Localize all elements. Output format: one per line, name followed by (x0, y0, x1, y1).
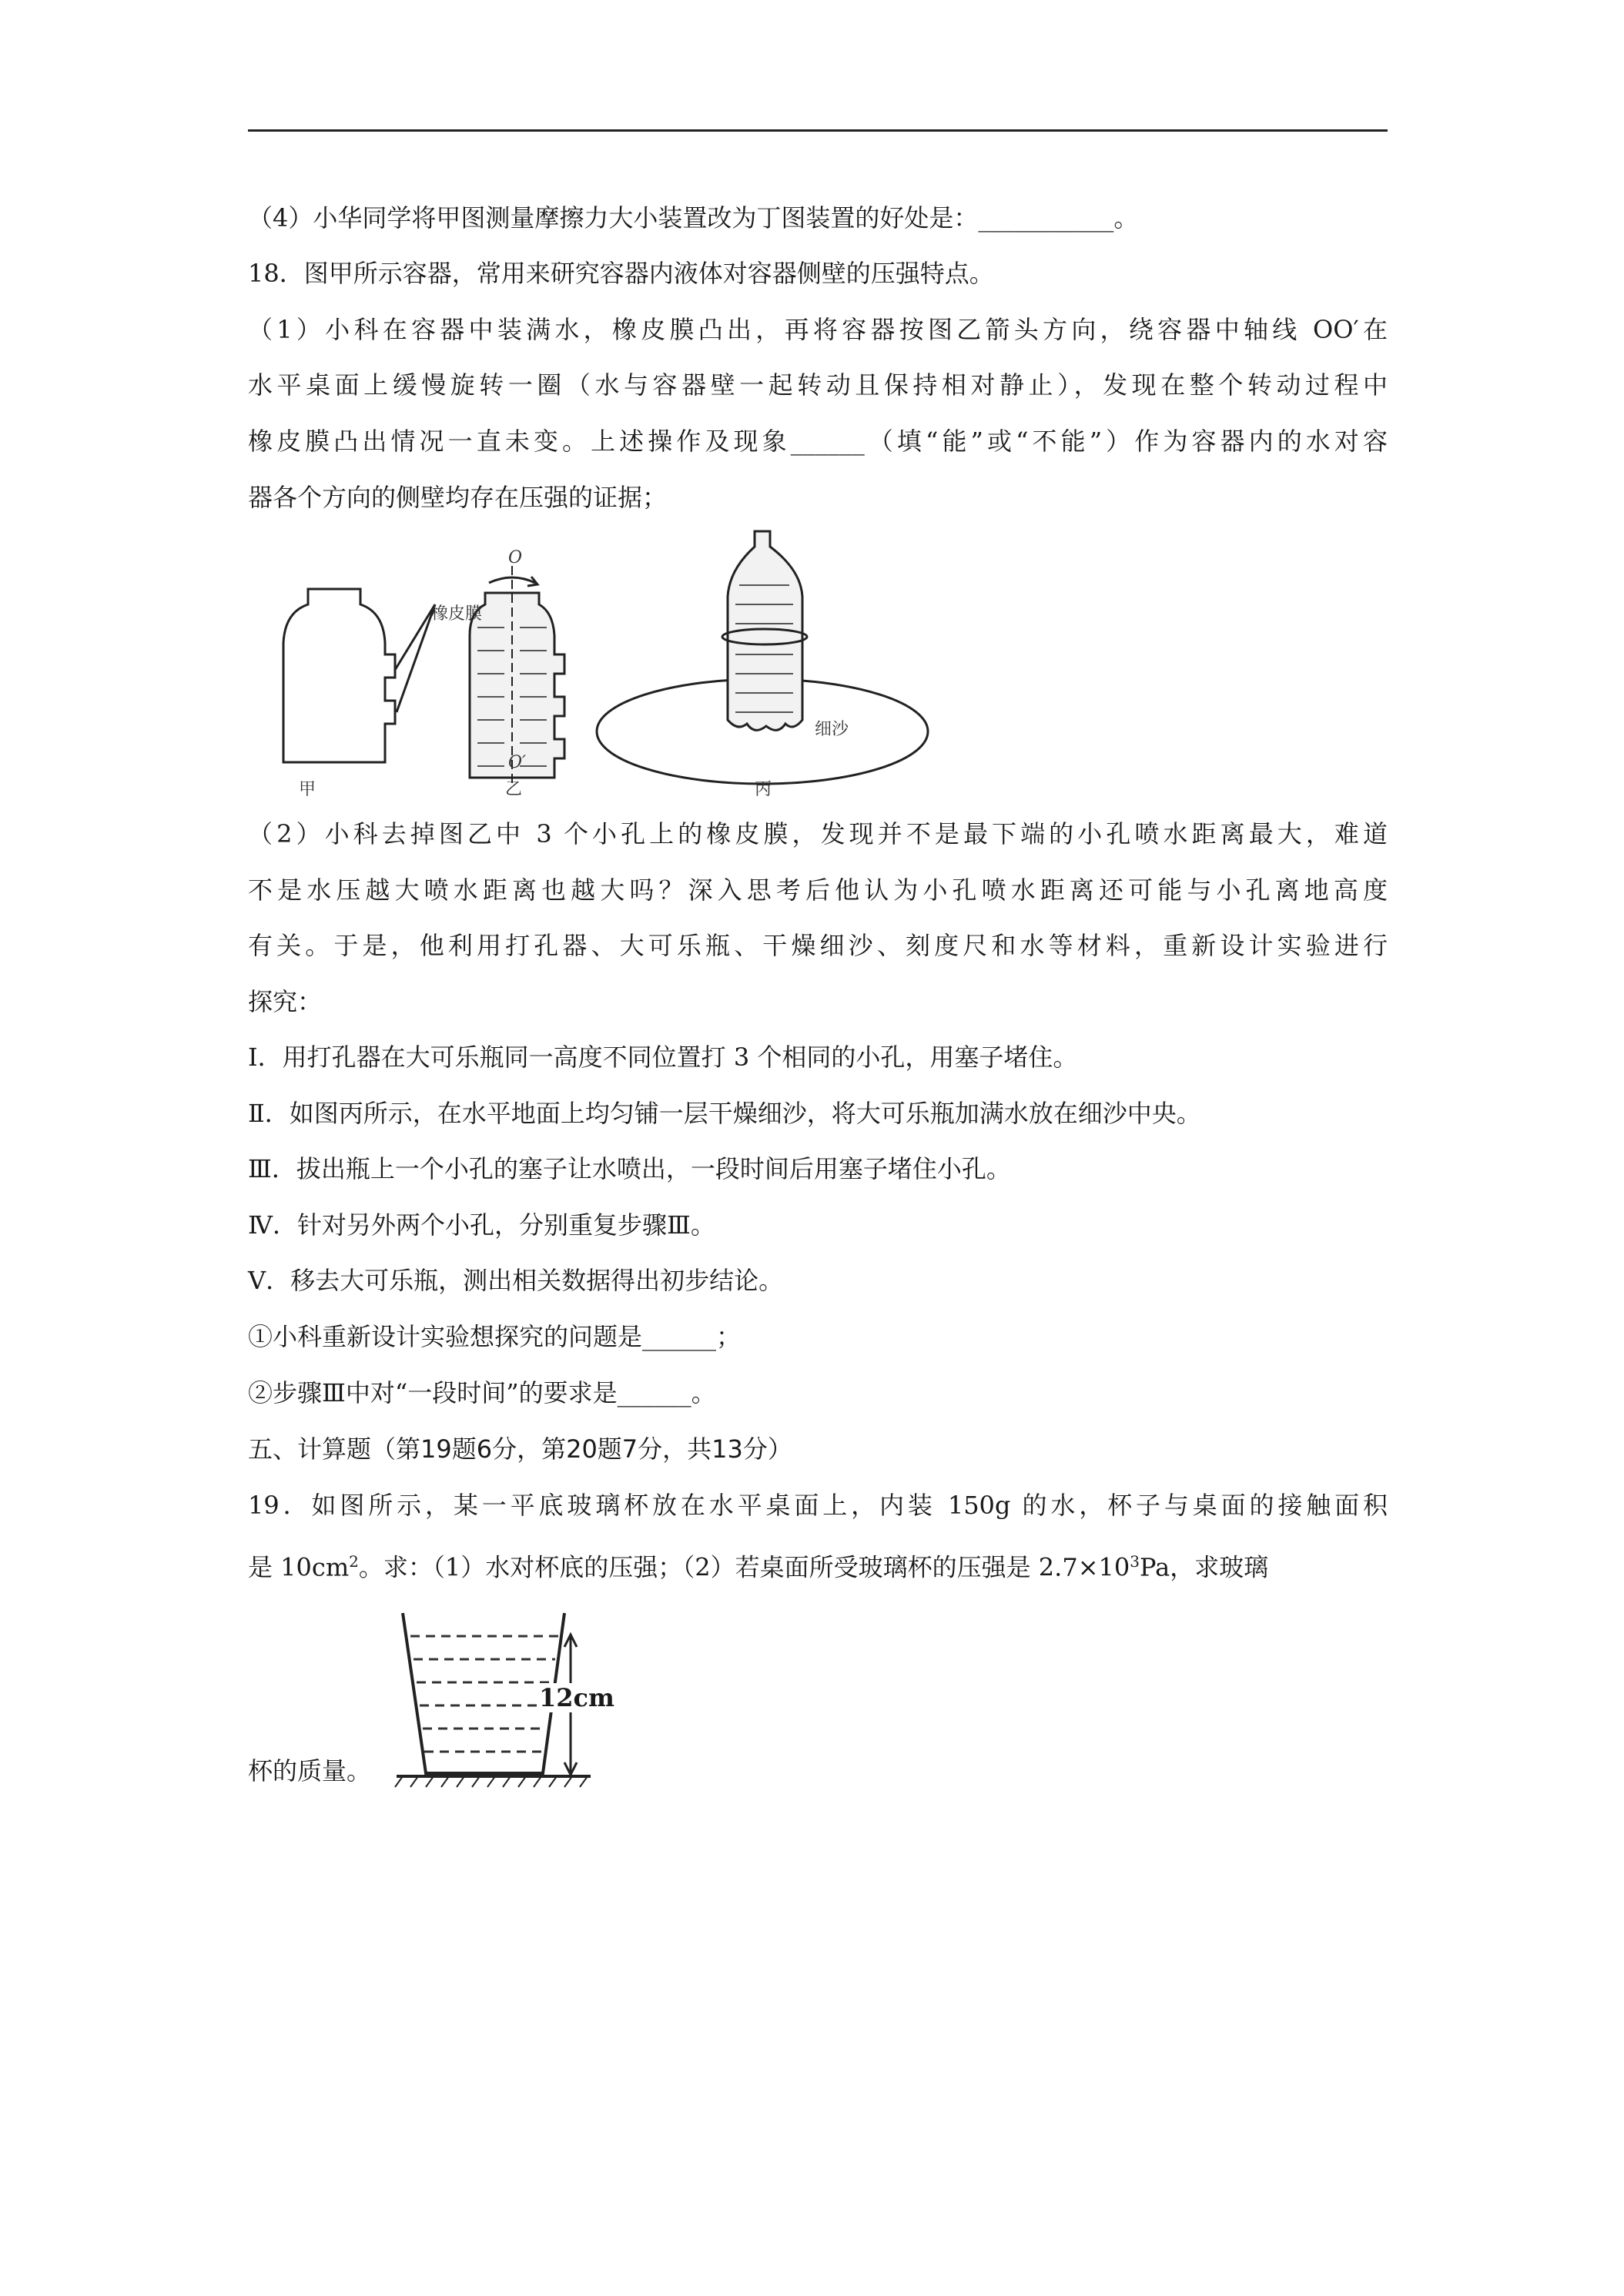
step-1: I．用打孔器在大可乐瓶同一高度不同位置打 3 个相同的小孔，用塞子堵住。 (248, 1043, 1078, 1072)
q18-1-line1: （1）小科在容器中装满水，橡皮膜凸出，再将容器按图乙箭头方向，绕容器中轴线 OO′在 (248, 315, 1388, 344)
q19-line2-b: 。求：（1）水对杯底的压强；（2）若桌面所受玻璃杯的压强是 2.7×10 (358, 1552, 1130, 1582)
q18-2-line4: 探究： (248, 987, 323, 1016)
q19-sup-exp: 3 (1130, 1552, 1140, 1571)
step-2: Ⅱ．如图丙所示，在水平地面上均匀铺一层干燥细沙，将大可乐瓶加满水放在细沙中央。 (248, 1099, 1201, 1128)
figure-bing-label: 丙 (755, 780, 772, 799)
q18-1-line4: 器各个方向的侧壁均存在压强的证据； (248, 483, 668, 512)
section-5-heading: 五、计算题（第19题6分，第20题7分，共13分） (248, 1434, 792, 1464)
q19-sup-area: 2 (349, 1552, 359, 1571)
q19-line2 (248, 1546, 1388, 1583)
q18-1-line3: 橡皮膜凸出情况一直未变。上述操作及现象______（填“能”或“不能”）作为容器内的水对容 (248, 427, 1388, 456)
axis-top-label: O (508, 548, 523, 567)
figure-bing (597, 531, 928, 784)
figure-yi-label: 乙 (505, 780, 523, 799)
cup-height-label: 12cm (539, 1683, 614, 1712)
step-3: Ⅲ．拔出瓶上一个小孔的塞子让水喷出，一段时间后用塞子堵住小孔。 (248, 1154, 1011, 1183)
sub-question-1: ①小科重新设计实验想探究的问题是______； (248, 1322, 742, 1351)
membrane-label: 橡皮膜 (431, 604, 483, 624)
q19-line2-a: 是 10cm (248, 1552, 350, 1582)
q18-1-line2: 水平桌面上缓慢旋转一圈（水与容器壁一起转动且保持相对静止），发现在整个转动过程中 (248, 370, 1388, 400)
step-5: V．移去大可乐瓶，测出相关数据得出初步结论。 (248, 1266, 784, 1295)
container-figures (254, 527, 947, 801)
sand-label: 细沙 (815, 720, 849, 739)
figure-jia (283, 589, 435, 762)
sub-question-2: ②步骤Ⅲ中对“一段时间”的要求是______。 (248, 1378, 716, 1407)
figure-jia-label: 甲 (299, 780, 316, 799)
q19-line1: 19．如图所示，某一平底玻璃杯放在水平桌面上，内装 150g 的水，杯子与桌面的接触面积 (248, 1491, 1388, 1520)
q18-title: 18．图甲所示容器，常用来研究容器内液体对容器侧壁的压强特点。 (248, 259, 994, 288)
q17-part4: （4）小华同学将甲图测量摩擦力大小装置改为丁图装置的好处是：___________。 (248, 203, 1139, 233)
q19-line2-c: Pa，求玻璃 (1139, 1552, 1269, 1582)
q18-2-line1: （2）小科去掉图乙中 3 个小孔上的橡皮膜，发现并不是最下端的小孔喷水距离最大，难道 (248, 819, 1388, 848)
header-rule (248, 129, 1388, 132)
step-4: Ⅳ．针对另外两个小孔，分别重复步骤Ⅲ。 (248, 1210, 715, 1240)
q18-2-line2: 不是水压越大喷水距离也越大吗？深入思考后他认为小孔喷水距离还可能与小孔离地高度 (248, 875, 1388, 905)
axis-bottom-label: O′ (508, 753, 527, 772)
q19-line3: 杯的质量。 (248, 1756, 372, 1786)
q18-2-line3: 有关。于是，他利用打孔器、大可乐瓶、干燥细沙、刻度尺和水等材料，重新设计实验进行 (248, 931, 1388, 960)
